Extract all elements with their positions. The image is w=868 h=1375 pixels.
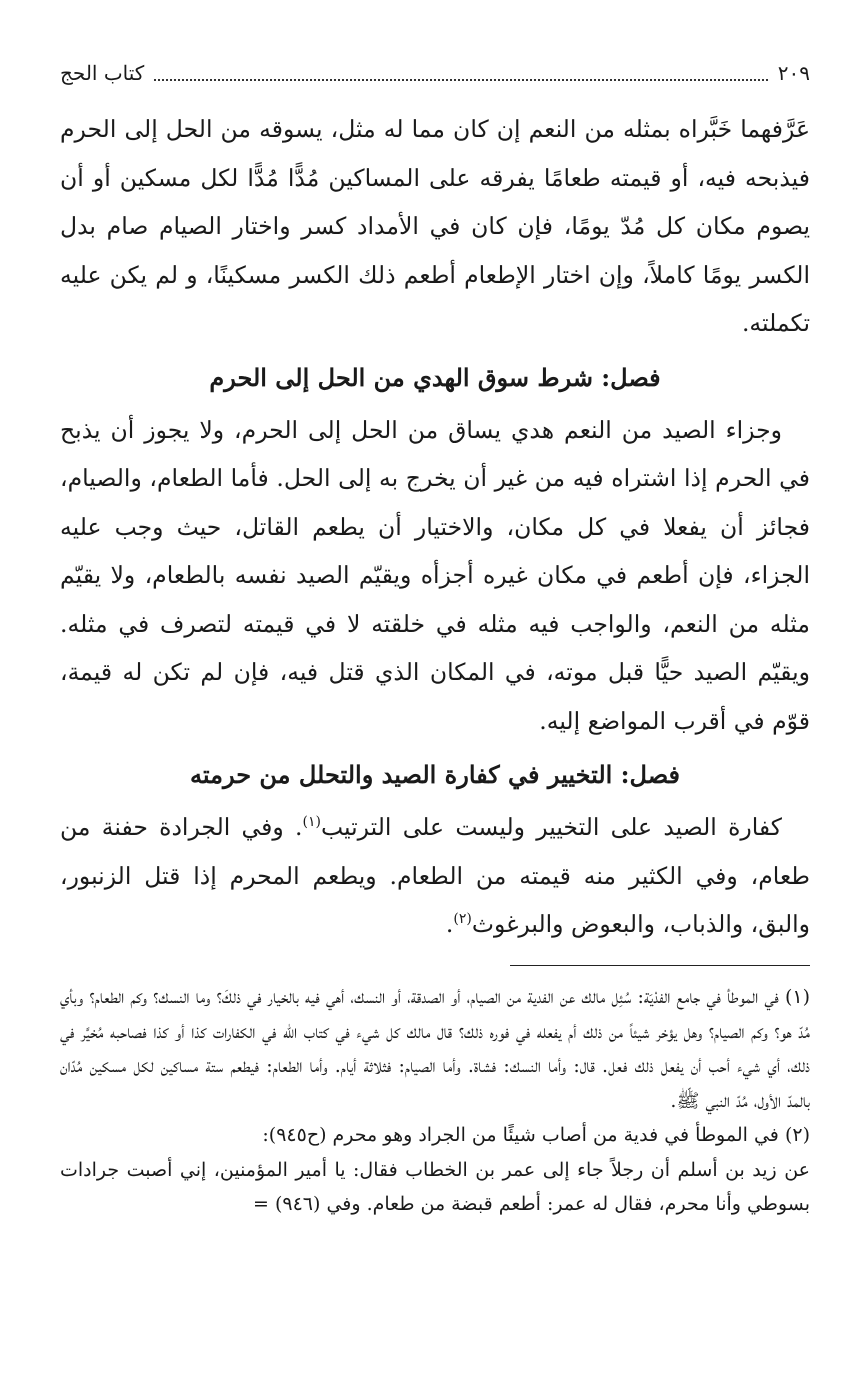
- footnote-reference[interactable]: (١): [302, 814, 321, 831]
- footnote-separator: [510, 965, 810, 966]
- book-page: [60, 0, 810, 1375]
- page-number: ٢٠٩: [777, 61, 810, 85]
- footnote-text: في الموطأ في جامع الفدْيَة: سُئِل مالك عن الفدية من الصيام، أو الصدقة، أو النسك، أهي فيه بالخيار في ذلكَ؟ وما النسك؟ وكم الطعام؟ وبأي مُدّ هو؟ وكم الصيام؟ وهل يؤخر شيئاً من ذلك أم يفعله في فوره ذلك؟ قال مالك كل شيء في كتاب الله في الكفارات كذا أو كذا فصاحبه مُخيَّر في ذلك، أي شيء أحب أن يفعل ذلك فعل. قال: وأما النسك: فشاة. وأما الصيام: فثلاثة أيام. وأما الطعام: فيطعم ستة مساكين لكل مسكين مُدّان بالمدّ الأول، مُدّ النبي ﷺ.: [60, 986, 810, 1112]
- section-heading: فصل: التخيير في كفارة الصيد والتحلل من حرمته: [190, 760, 680, 789]
- paragraph: وجزاء الصيد من النعم هدي يساق من الحل إلى الحرم، ولا يجوز أن يذبح في الحرم إذا اشتراه فيه من غير أن يخرج به إلى الحل. فأما الطعام، والصيام، فجائز أن يفعلا في كل مكان، والاختيار أن يطعم القاتل، حيث وجب عليه الجزاء، فإن أطعم في مكان غيره أجزأه ويقيّم الصيد نفسه بالطعام، ولا يقيّم مثله من النعم، والواجب فيه مثله في خلقته لا في قيمته لتصرف في مثله. ويقيّم الصيد حيًّا قبل موته، في المكان الذي قتل فيه، فإن لم تكن له قيمة، قوّم في أقرب المواضع إليه.: [60, 415, 810, 735]
- paragraph-text: .: [445, 910, 454, 938]
- main-text: [60, 105, 810, 949]
- header-dot-leader: [154, 65, 767, 81]
- paragraph: عَرَّفهما خَبَّراه بمثله من النعم إن كان مما له مثل، يسوقه من الحل إلى الحرم فيذبحه فيه، أو قيمته طعامًا يفرقه على المساكين مُدًّا مُدًّا لكل مسكين أو أن يصوم مكان كل مُدّ يومًا، فإن كان في الأمداد كسر واختار الصيام صام بدل الكسر يومًا كاملاً، وإن اختار الإطعام أطعم ذلك الكسر مسكينًا، و لم يكن عليه تكملته.: [60, 115, 810, 337]
- footnote-number: (١): [784, 986, 811, 1008]
- footnote-text: في الموطأ في فدية من أصاب شيئًا من الجراد وهو محرم (ح٩٤٥):: [262, 1124, 779, 1146]
- footnote-number: (٢): [784, 1124, 810, 1146]
- footnote: [60, 980, 810, 1118]
- paragraph-text: كفارة الصيد على التخيير وليست على الترتيب: [320, 813, 782, 841]
- paragraph: [60, 803, 810, 949]
- footnote-reference[interactable]: (٢): [453, 911, 472, 928]
- footnote: [60, 1118, 810, 1222]
- section-heading: فصل: شرط سوق الهدي من الحل إلى الحرم: [209, 362, 661, 392]
- running-header: [60, 58, 810, 88]
- footnote-line: [60, 1118, 810, 1153]
- running-title: كتاب الحج: [60, 61, 145, 85]
- paragraph-text: . وفي الجرادة حفنة من طعام، وفي الكثير منه قيمته من الطعام. ويطعم المحرم إذا قتل الزنبور، والبق، والذباب، والبعوض والبرغوث: [60, 813, 810, 938]
- footnote-line: عن زيد بن أسلم أن رجلاً جاء إلى عمر بن الخطاب فقال: يا أمير المؤمنين، إني أصبت جرادات بسوطي وأنا محرم، فقال له عمر: أطعم قبضة من طعام. وفي (٩٤٦) =: [60, 1158, 810, 1215]
- footnotes: [60, 980, 810, 1222]
